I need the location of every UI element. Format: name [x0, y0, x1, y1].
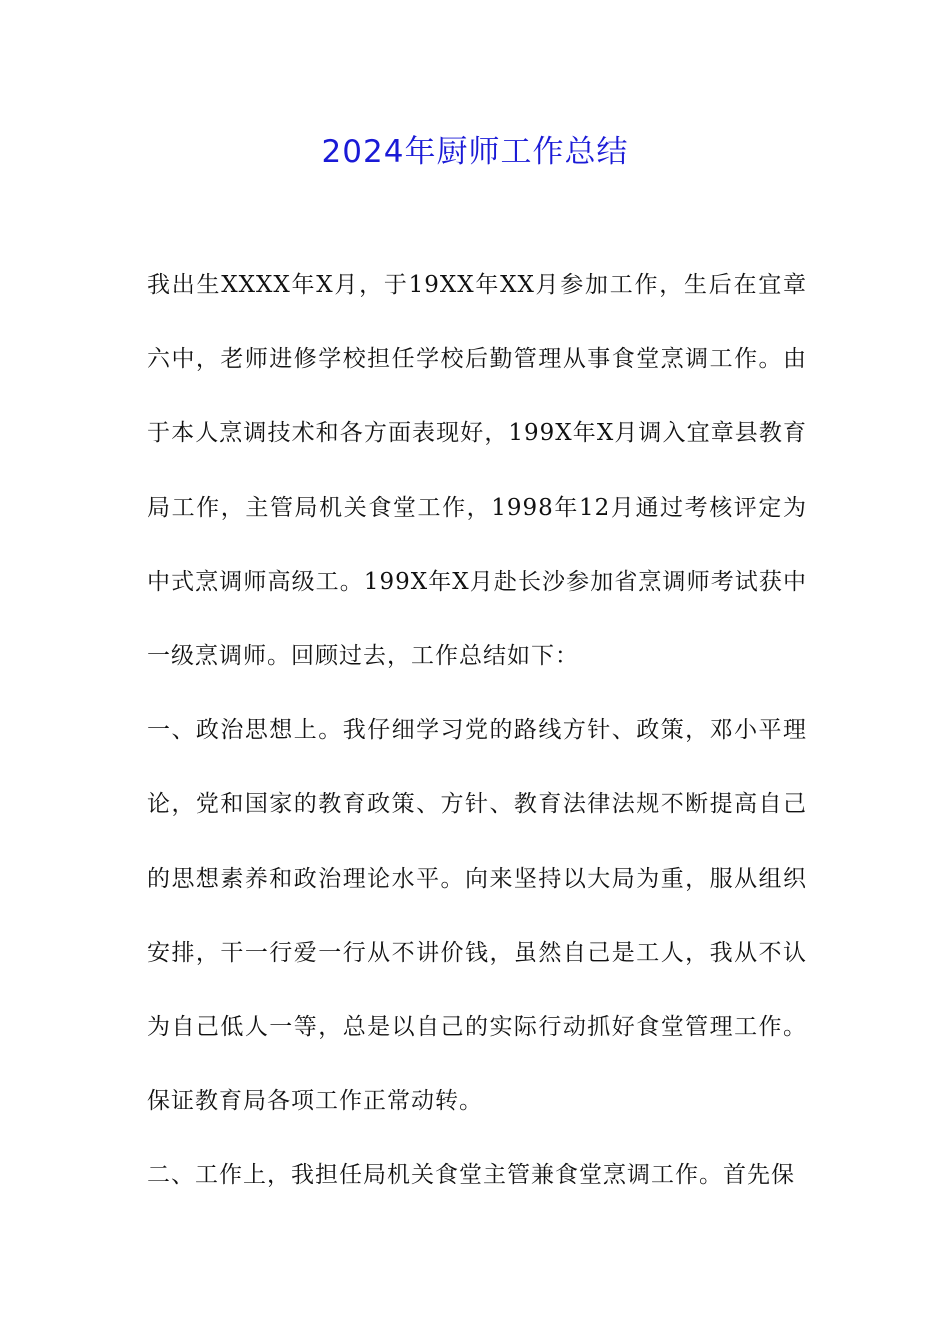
paragraph-work: 二、工作上，我担任局机关食堂主管兼食堂烹调工作。首先保 — [147, 1162, 795, 1189]
paragraph-political: 一、政治思想上。我仔细学习党的路线方针、政策，邓小平理论，党和国家的教育政策、方针、教育法律法规不断提高自己的思想素养和政治理论水平。向来坚持以大局为重，服从组织安排，干一行爱一行从不讲价钱，虽然自己是工人，我从不认为自己低人一等，总是以自己的实际行动抓好食堂管理工作。保证教育局各项工作正常动转。 — [147, 717, 807, 1115]
paragraph-intro: 我出生XXXX年X月，于19XX年XX月参加工作，生后在宜章六中，老师进修学校担任学校后勤管理从事食堂烹调工作。由于本人烹调技术和各方面表现好，199X年X月调入宜章县教育局工作，主管局机关食堂工作，1998年12月通过考核评定为中式烹调师高级工。199X年X月赴长沙参加省烹调师考试获中一级烹调师。回顾过去，工作总结如下： — [147, 272, 807, 670]
document-body — [147, 248, 807, 1213]
document-title: 2024年厨师工作总结 — [321, 134, 629, 170]
